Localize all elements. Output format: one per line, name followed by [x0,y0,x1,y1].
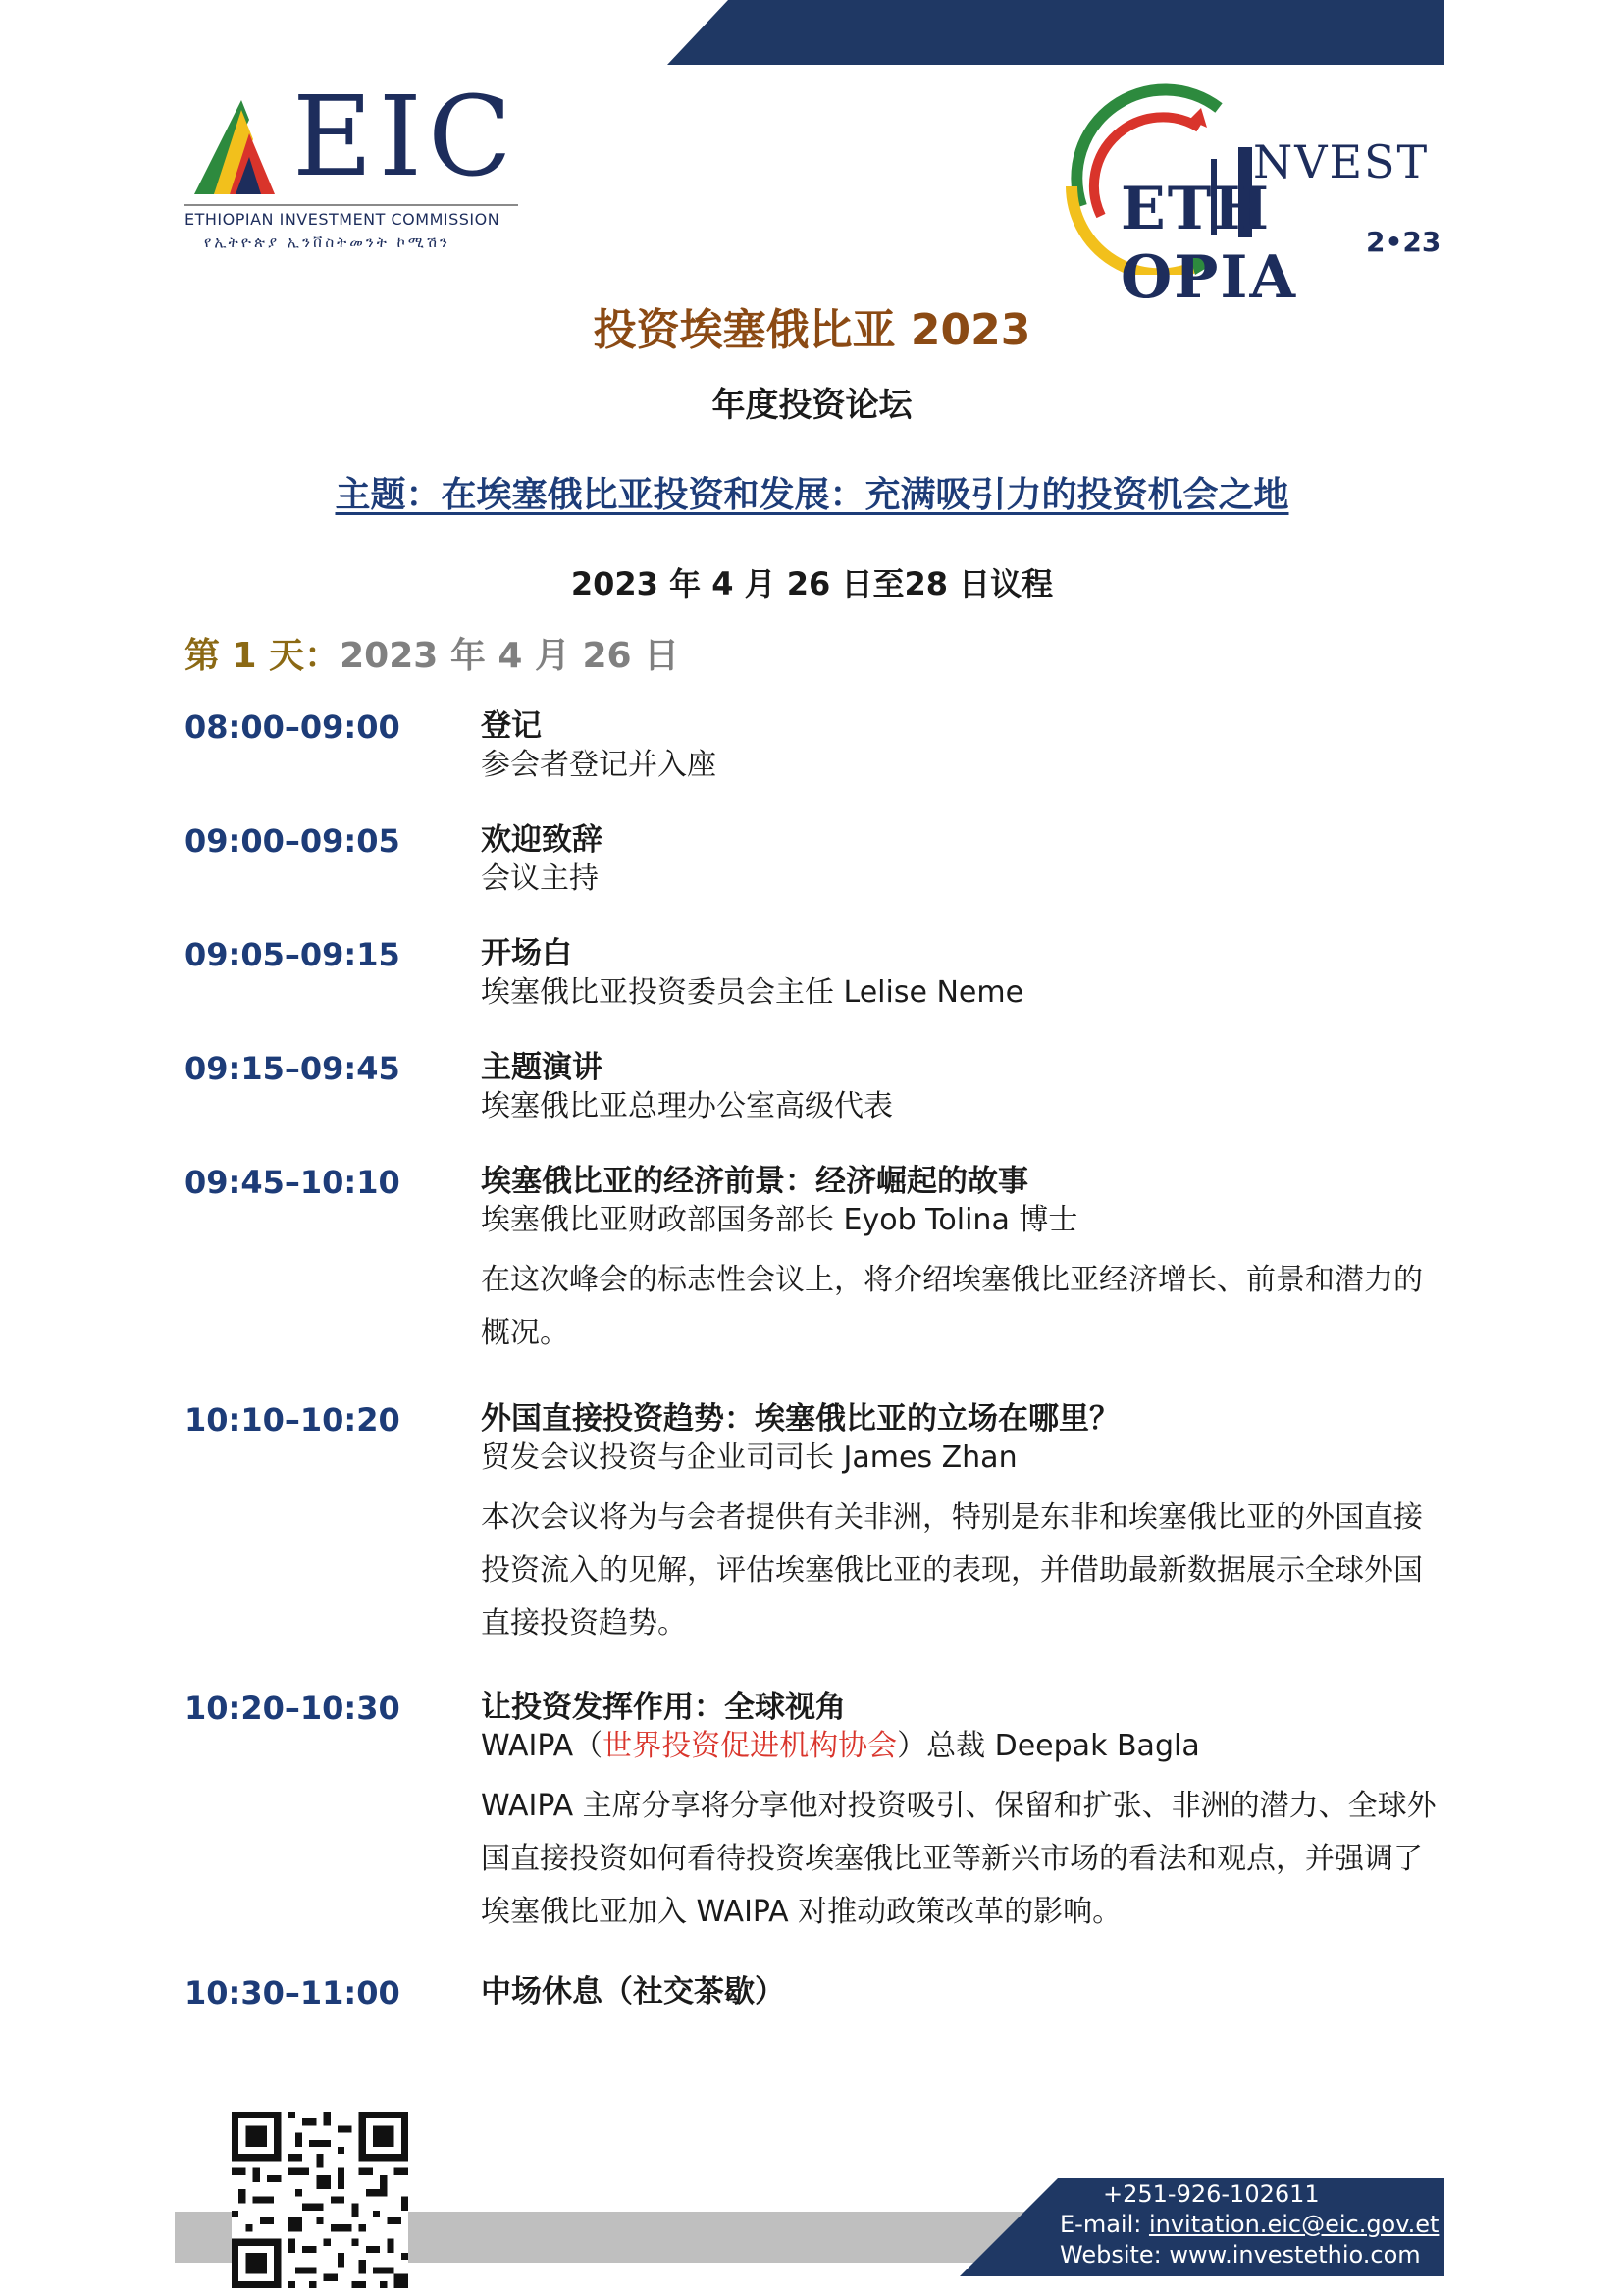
agenda-item [481,934,1444,1013]
theme-heading: 主题：在埃塞俄比亚投资和发展：充满吸引力的投资机会之地 [335,475,1289,515]
ethiopia-wordmark: ETH OPIA [1121,175,1298,312]
agenda-item-description: 本次会议将为与会者提供有关非洲，特别是东非和埃塞俄比亚的外国直接投资流入的见解，评估埃塞俄比亚的表现，并借助最新数据展示全球外国直接投资趋势。 [481,1500,1423,1641]
contact-info [1060,2149,1452,2270]
header-banner [667,0,1444,65]
agenda-item-title: 主题演讲 [481,1050,602,1085]
agenda-item-subtitle: 埃塞俄比亚总理办公室高级代表 [481,1089,893,1123]
contact-tel-2: +251-926-102611 [1103,2180,1320,2208]
agenda-time: 09:15–09:45 [184,1050,400,1087]
agenda-item [481,1688,1444,1939]
agenda-item [481,706,1444,785]
eic-emblem-icon [184,100,292,198]
forum-subtitle: 年度投资论坛 [711,386,913,425]
agenda-item-subtitle: 贸发会议投资与企业司司长 James Zhan [481,1440,1018,1475]
agenda-item-subtitle-suffix: ）总裁 Deepak Bagla [897,1729,1200,1763]
eic-wordmark: EIC [292,74,518,201]
agenda-date-range: 2023 年 4 月 26 日至28 日议程 [570,565,1054,602]
agenda-time: 10:30–11:00 [184,1974,400,2011]
agenda-item-subtitle: 埃塞俄比亚财政部国务部长 Eyob Tolina 博士 [481,1203,1078,1237]
waipa-full-name-link[interactable]: 世界投资促进机构协会 [602,1729,898,1763]
agenda-item [481,1399,1444,1650]
contact-website[interactable]: Website: www.investethio.com [1060,2241,1421,2269]
agenda-item [481,820,1444,899]
agenda-time: 09:45–10:10 [184,1164,400,1201]
agenda-item-description: WAIPA 主席分享将分享他对投资吸引、保留和扩张、非洲的潜力、全球外国直接投资如何看待投资埃塞俄比亚等新兴市场的看法和观点，并强调了埃塞俄比亚加入 WAIPA 对推动政策改革的影响。 [481,1789,1437,1929]
agenda-item-description: 在这次峰会的标志性会议上，将介绍埃塞俄比亚经济增长、前景和潜力的概况。 [481,1263,1423,1350]
agenda-item-title: 登记 [481,708,542,744]
contact-email-label: E-mail: [1060,2211,1149,2238]
day-date: 2023 年 4 月 26 日 [340,636,680,676]
invest-wordmark: NVEST [1253,135,1430,188]
agenda-time: 10:20–10:30 [184,1690,400,1727]
agenda-item-title: 中场休息（社交茶歇） [481,1974,785,2009]
qr-code [232,2112,408,2288]
agenda-item-subtitle-prefix: WAIPA（ [481,1729,603,1763]
main-title: 投资埃塞俄比亚 2023 [593,305,1031,355]
agenda-item-title: 让投资发挥作用：全球视角 [481,1690,846,1725]
eic-logo [184,74,518,263]
contact-tel: Tel: +251-911-653554 [1060,2150,1324,2177]
agenda-time: 08:00–09:00 [184,708,400,746]
agenda-item [481,1972,1444,2011]
agenda-item-subtitle: 埃塞俄比亚投资委员会主任 Lelise Neme [481,975,1024,1010]
logo-year: 2•23 [1366,226,1441,258]
agenda-item-title: 开场白 [481,936,572,971]
agenda-time: 10:10–10:20 [184,1401,400,1438]
agenda-item-title: 外国直接投资趋势：埃塞俄比亚的立场在哪里？ [481,1401,1120,1436]
contact-email-link[interactable]: invitation.eic@eic.gov.et [1148,2211,1440,2238]
agenda-item-title: 欢迎致辞 [481,822,602,858]
eic-amharic-name: የኢትዮጵያ ኢንቨስትመንት ኮሚሽን [204,234,450,251]
agenda-item-subtitle: 会议主持 [481,861,599,896]
invest-ethiopia-logo [1042,69,1454,312]
eic-english-name: ETHIOPIAN INVESTMENT COMMISSION [184,204,518,229]
agenda-item [481,1048,1444,1126]
agenda-item-subtitle: 参会者登记并入座 [481,748,716,782]
day-label: 第 1 天： [184,636,341,676]
agenda-time: 09:05–09:15 [184,936,400,973]
contact-email-line [1060,2210,1452,2240]
agenda-item-title: 埃塞俄比亚的经济前景：经济崛起的故事 [481,1164,1028,1199]
agenda-time: 09:00–09:05 [184,822,400,860]
day-heading [184,628,679,678]
agenda-item-subtitle [481,1727,1444,1766]
agenda-item [481,1162,1444,1360]
